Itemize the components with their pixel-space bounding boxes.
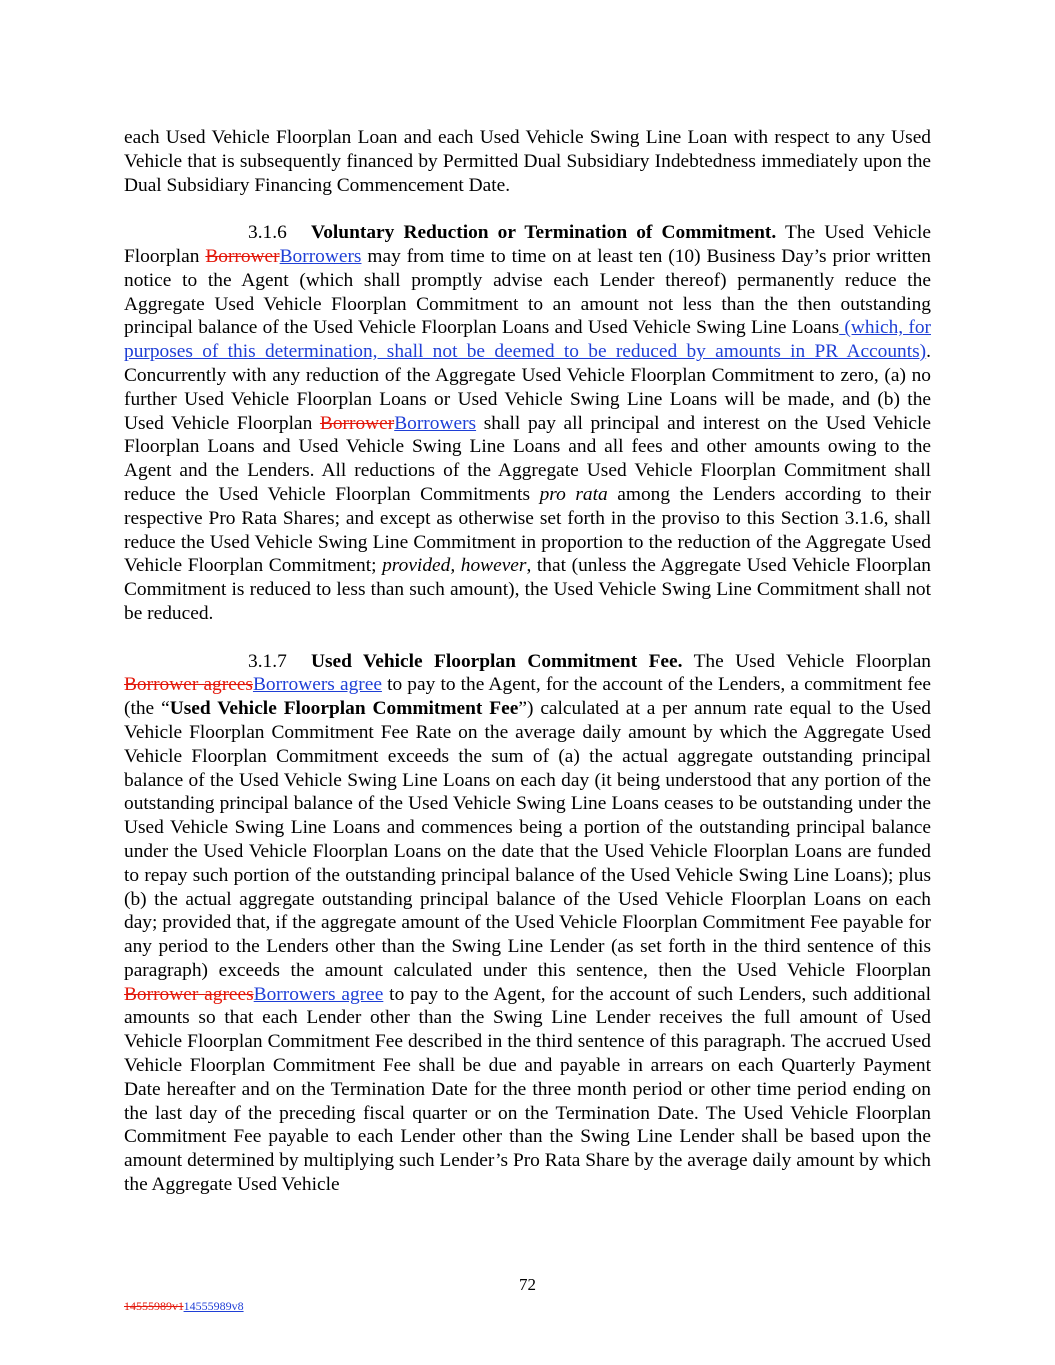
deleted-doc-id: 14555989v1 [124,1299,184,1313]
italic-text: pro rata [539,483,608,505]
section-3-1-7 [124,650,931,1197]
inserted-text: Borrowers agree [252,674,382,696]
document-body [124,126,931,1197]
section-text: among the Lenders according to their respective Pro Rata Shares; and except as otherwise set forth in the proviso to this Section 3.1.6, shall reduce the Used Vehicle Swing Line Commitment in proportion to the reduction of the Aggregate Used Vehicle Floorplan Commitment; [124,483,931,577]
section-text: , that (unless the Aggregate Used Vehicle Floorplan Commitment is reduced to less than such amount), the Used Vehicle Swing Line Commitment shall not be reduced. [124,555,931,624]
section-text: . Concurrently with any reduction of the Aggregate Used Vehicle Floorplan Commitment to zero, (a) no further Used Vehicle Floorplan Loans or Used Vehicle Swing Line Loans will be made, and (b) the Used Vehicle Floorplan [124,341,931,434]
document-id [124,1299,244,1314]
inserted-text: Borrowers [394,412,477,434]
section-number: 3.1.7 [248,650,287,672]
section-text: The Used Vehicle Floorplan [124,222,931,267]
section-number: 3.1.6 [248,222,287,244]
inserted-text: Borrowers [279,245,362,267]
section-heading: Voluntary Reduction or Termination of Commitment. [311,222,777,244]
section-text: to pay to the Agent, for the account of the Lenders, a commitment fee (the “ [124,674,931,720]
section-text: shall pay all principal and interest on the Used Vehicle Floorplan Loans and Used Vehicle Swing Line Loans and all fees and other amounts owing to the Agent and the Lenders. All reductions of the Aggregate Used Vehicle Floorplan Commitment shall reduce the Used Vehicle Floorplan Commitments [124,412,931,505]
inserted-doc-id: 14555989v8 [183,1299,244,1313]
inserted-text: (which, for purposes of this determination, shall not be deemed to be reduced by amounts in PR Accounts) [124,317,931,363]
section-3-1-6 [124,221,931,626]
paragraph-continuation [124,126,931,197]
deleted-text: Borrower agrees [124,674,253,696]
section-text: to pay to the Agent, for the account of such Lenders, such additional amounts so that each Lender other than the Swing Line Lender receives the full amount of Used Vehicle Floorplan Commitment Fee described in the third sentence of this paragraph. The accrued Used Vehicle Floorplan Commitment Fee shall be due and payable in arrears on each Quarterly Payment Date hereafter and on the Termination Date for the three month period or other time period ending on the last day of the preceding fiscal quarter or on the Termination Date. The Used Vehicle Floorplan Commitment Fee payable to each Lender other than the Swing Line Lender shall be based upon the amount determined by multiplying such Lender’s Pro Rata Share by the average daily amount by which the Aggregate Used Vehicle [124,983,931,1196]
inserted-text: Borrowers agree [253,983,384,1005]
deleted-text: Borrower [205,245,280,267]
defined-term: Used Vehicle Floorplan Commitment Fee [169,698,519,720]
section-text: ”) calculated at a per annum rate equal to the Used Vehicle Floorplan Commitment Fee Rate on the average daily amount by which the Aggregate Used Vehicle Floorplan Commitment exceeds the sum of (a) the actual aggregate outstanding principal balance of the Used Vehicle Swing Line Loans on each day (it being understood that any portion of the outstanding principal balance of the Used Vehicle Swing Line Loans ceases to be outstanding under the Used Vehicle Swing Line Loans and commences being a portion of the outstanding principal balance under the Used Vehicle Floorplan Loans on the date that the Used Vehicle Floorplan Loans are funded to repay such portion of the outstanding principal balance of the Used Vehicle Swing Line Loans); plus (b) the actual aggregate outstanding principal balance of the Used Vehicle Floorplan Loans on each day; provided that, if the aggregate amount of the Used Vehicle Floorplan Commitment Fee payable for any period to the Lenders other than the Swing Line Lender (as set forth in the third sentence of this paragraph) exceeds the amount calculated under this sentence, then the Used Vehicle Floorplan [124,698,931,981]
paragraph-text: each Used Vehicle Floorplan Loan and each Used Vehicle Swing Line Loan with respect to any Used Vehicle that is subsequently financed by Permitted Dual Subsidiary Indebtedness immediately upon the Dual Subsidiary Financing Commencement Date. [124,127,931,196]
italic-text: provided, however [382,555,527,577]
page-number: 72 [519,1275,536,1294]
deleted-text: Borrower [319,412,395,434]
section-text: The Used Vehicle Floorplan [682,650,932,672]
section-text: may from time to time on at least ten (10) Business Day’s prior written notice to the Agent (which shall promptly advise each Lender thereof) permanently reduce the Aggregate Used Vehicle Floorplan Commitment to an amount not less than the then outstanding principal balance of the Used Vehicle Floorplan Loans and Used Vehicle Swing Line Loans [124,245,931,339]
section-heading: Used Vehicle Floorplan Commitment Fee. [311,650,683,672]
deleted-text: Borrower agrees [124,983,254,1005]
